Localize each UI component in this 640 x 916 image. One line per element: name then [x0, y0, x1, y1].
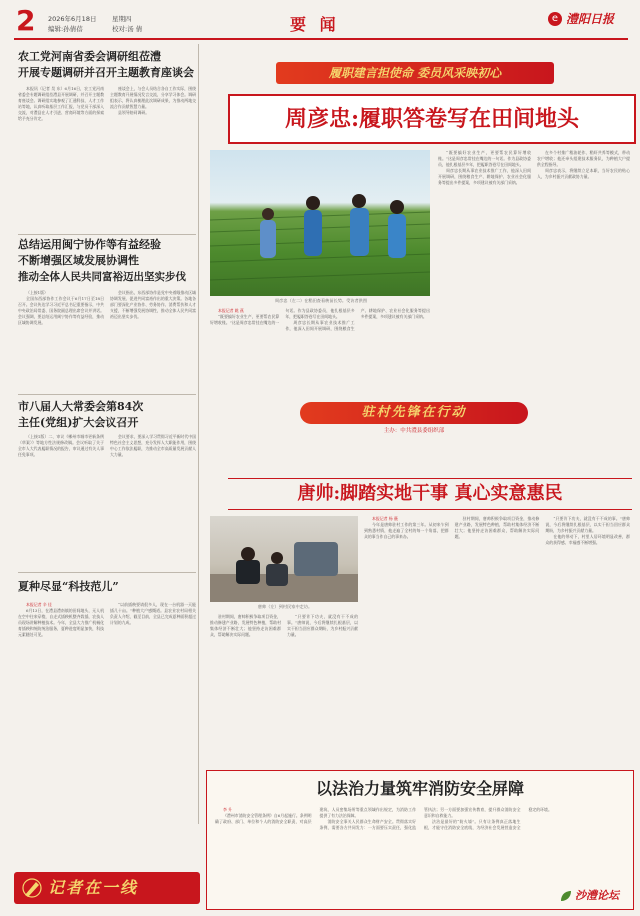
article4-para: 6月13日，在澧县澧南镇的田间地头，无人机在空中往来穿梭，自走式插秧机整齐栽插，农技人员现场讲解种植技术。今年，全县大力推广机械化育插秧和统防统治服务，夏种进度明显加快，科技元素随处可见。	[18, 608, 104, 638]
feature-banner-text: 履职建言担使命 委员风采映初心	[328, 66, 502, 80]
feature-para: “既要搞好农业生产，更要帮农民算好增收账。”这是周彦忠常挂在嘴边的一句话。作为县政协委员，他扎根基层多年，把履职答卷写在田间地头。	[438, 150, 531, 168]
commentary-para: 法治是最好的“防火墙”。只有让条例真正落地生根，才能守住消防安全底线，为经济社会发展营造安全稳定的环境。	[424, 807, 552, 831]
article3-body	[18, 434, 196, 566]
pioneer-byline: 本报记者 杨 薇	[372, 516, 398, 521]
feature-para: 周彦忠表示，将继续立足本职，当好农民的贴心人，为乡村振兴贡献政协力量。	[537, 168, 630, 180]
field-photo	[210, 150, 430, 296]
pioneer-para: 在他的带动下，村里人居环境明显改善，群众的获得感、幸福感不断增强。	[545, 534, 630, 546]
commentary-box	[206, 770, 634, 910]
page-number: 2	[16, 4, 36, 37]
visit-scene-icon	[210, 516, 358, 602]
commentary-para: 《澧州市消防安全管理条例》自6月起施行。条例明确了政府、部门、单位和个人的消防安全职责，对高层建筑、人员密集场所等重点领域作出规定，为消防工作提供了有力法治保障。	[215, 807, 416, 825]
article1-para: 本报讯（记者 昊 东）6月16日，农工党河南省委会专题调研组莅澧县开展调研，并召开主题教育座谈会。调研组实地参观了汇通科技、人才工作站等地，认真听取基层工作汇报，与党员干部深入交流，对澧县在人才引进、营商环境等方面的探索给予充分肯定。	[18, 86, 104, 122]
feature-banner	[276, 62, 554, 84]
article1-para: 县领导陪同调研。	[118, 110, 150, 116]
feature-byline: 本报记者 姚 燕	[218, 308, 244, 313]
pioneer-sponsor: 主办：中共澧县委组织部	[383, 428, 445, 434]
feature-title: 周彦忠:履职答卷写在田间地头	[284, 106, 580, 132]
pioneer-banner-text: 驻村先锋在行动	[361, 405, 467, 420]
pioneer-title: 唐帅:脚踏实地干事 真心实意惠民	[297, 483, 563, 504]
field-scene-icon	[210, 150, 430, 296]
feature-para: “既要搞好农业生产，更要帮农民算好增收账。”这是周彦忠常挂在嘴边的一句话。作为县政协委员，他扎根基层多年，把履职答卷写在田间地头。	[210, 308, 355, 326]
photo2-caption: 唐帅（左）到村民家中走访。	[257, 604, 313, 609]
feature-para: 周彦忠长期从事农业技术推广工作，他深入田间开展调研，围绕粮食生产、耕地保护、农业社会化服务等提出多件提案，多项建议被有关部门采纳。	[438, 168, 531, 186]
divider	[18, 234, 196, 235]
forum-leaf-icon	[559, 889, 573, 903]
article2-title-line3: 推动全体人民共同富裕迈出坚实步伐	[18, 271, 186, 283]
logo-text: 澧阳日报	[566, 12, 615, 26]
visit-photo	[210, 516, 358, 602]
photo1-caption: 周彦忠（左二）在稻田查看秧苗长势。受访者供图	[274, 298, 368, 303]
article3-title-line1: 市八届人大常委会第84次	[18, 400, 144, 413]
article2-body	[18, 290, 196, 390]
article2-lead: （上接1版）	[26, 290, 48, 295]
feature-article-main	[210, 308, 430, 392]
pioneer-title-box	[228, 478, 632, 510]
article2-para: 全国东西部协作工作会议于6月17日至18日召开。会议传达学习习近平总书记重要指示，中共中央政治局常委、国务院副总理出席会议并讲话。会议强调，要总结运用闽宁协作等有益经验，推动区域协调发展。	[18, 296, 104, 326]
article3-title-line2: 主任(党组)扩大会议召开	[18, 416, 139, 429]
issue-weekday: 星期四	[112, 15, 132, 23]
logo-mark-icon: e	[548, 12, 562, 26]
pioneer-para: 驻村期间，唐帅积极争取项目资金，推动修建产业路，发展特色种植，帮助村集体经济不断壮大；他坚持走访困难群众，帮助解决实际问题。	[454, 516, 540, 540]
article1-title-line2: 开展专题调研并召开主题教育座谈会	[18, 66, 194, 79]
article2-para: 会议指出，东西部协作是党中央着眼推动区域协调发展、促进共同富裕作出的重大决策。各地各部门要深化产业协作、劳务协作、消费帮扶和人才支援，不断增强发展协调性，推动全体人民共同富裕迈出坚实步伐。	[110, 290, 196, 320]
article1-para: 座谈会上，与会人员结合各自工作实际，围绕主题教育开展情况发言交流，分享学习体会。调研组表示，将认真梳理此次调研成果，为推动两地交流合作贡献智慧力量。	[110, 86, 196, 110]
article2-title-line1: 总结运用闽宁协作等有益经验	[18, 238, 161, 251]
article1-body	[18, 86, 196, 230]
column-logo	[559, 887, 627, 905]
pioneer-banner	[300, 402, 528, 424]
pioneer-article-side	[364, 516, 630, 764]
column-logo-text: 沙澧论坛	[575, 889, 619, 902]
article4-title: 夏种尽显“科技范儿”	[18, 580, 119, 593]
commentary-para: 消防安全事关人民群众生命财产安全。贯彻落实好条例，需要各方共同发力：一方面要压实责任，强化监管执法；另一方面要加强宣传教育，提升群众消防安全意识和自救能力。	[319, 807, 521, 831]
pioneer-para: 驻村期间，唐帅积极争取项目资金，推动修建产业路，发展特色种植，帮助村集体经济不断壮大；他坚持走访困难群众，帮助解决实际问题。	[210, 614, 281, 638]
feature-para: 周彦忠长期从事农业技术推广工作，他深入田间开展调研，围绕粮食生产、耕地保护、农业社会化服务等提出多件提案，多项建议被有关部门采纳。	[285, 308, 430, 332]
issue-date: 2026年6月18日	[48, 15, 97, 23]
article4-body	[18, 602, 196, 812]
section-title: 要 闻	[290, 15, 340, 34]
reporter-frontline-banner	[14, 872, 200, 904]
article1-title-line1: 农工党河南省委会调研组莅澧	[18, 50, 161, 63]
commentary-body	[215, 807, 625, 891]
commentary-author: 李 升	[223, 807, 233, 812]
commentary-title: 以法治力量筑牢消防安全屏障	[315, 779, 524, 798]
divider	[18, 394, 196, 395]
header-rule	[14, 38, 628, 40]
article2-title-line2: 不断增强区域发展协调性	[18, 254, 139, 267]
feature-para: 在多个村推广稻油轮作、稻虾共养等模式，带动农户增收；他还牵头组建技术服务队，为种植大户提供全程指导。	[537, 150, 630, 168]
pen-icon	[22, 878, 42, 898]
proofreader-credit: 校对:汤 倩	[112, 25, 143, 33]
article3-para: 会议要求，要深入学习贯彻习近平新时代中国特色社会主义思想，充分发挥人大职能作用，围绕中心工作依法履职，为推动全市高质量发展贡献人大力量。	[110, 434, 196, 458]
pioneer-para: “只要肯下功夫，就没有干不成的事。”唐帅说，今后将继续扎根基层，以实干担当回应群众期盼，为乡村振兴贡献力量。	[287, 614, 358, 638]
banner-text: 记者在一线	[48, 878, 139, 897]
feature-article-side	[438, 150, 630, 392]
editor-credit: 编辑:孙倩蓓	[48, 25, 83, 33]
pioneer-article-main	[210, 614, 358, 764]
page-header	[0, 0, 640, 40]
pioneer-para: “只要肯下功夫，就没有干不成的事。”唐帅说，今后将继续扎根基层，以实干担当回应群众期盼，为乡村振兴贡献力量。	[545, 516, 630, 534]
pioneer-para: 今年是唐帅驻村工作的第三年。从初来乍到到熟悉村情，他走遍了全村的每一个角落，把群众的事当作自己的事来办。	[364, 522, 449, 540]
article4-byline: 本报记者 辛 佳	[26, 602, 52, 607]
article4-para: “以前插秧要请很多人，现在一台机器一天能插几十亩。”种植大户感慨道。县农业农村局相关负责人介绍，截至目前，全县已完成夏种面积超过计划的九成。	[110, 602, 196, 626]
feature-title-box	[228, 94, 636, 144]
column-divider	[198, 44, 199, 824]
newspaper-logo	[548, 12, 628, 30]
divider	[18, 572, 196, 573]
article3-para: （上接1版）二、审议《郴州市城市更新条例（草案）》等地方性法规修改稿。会议听取了关于全市人大代表履职情况的报告，审议通过有关人事任免事项。	[18, 434, 104, 458]
